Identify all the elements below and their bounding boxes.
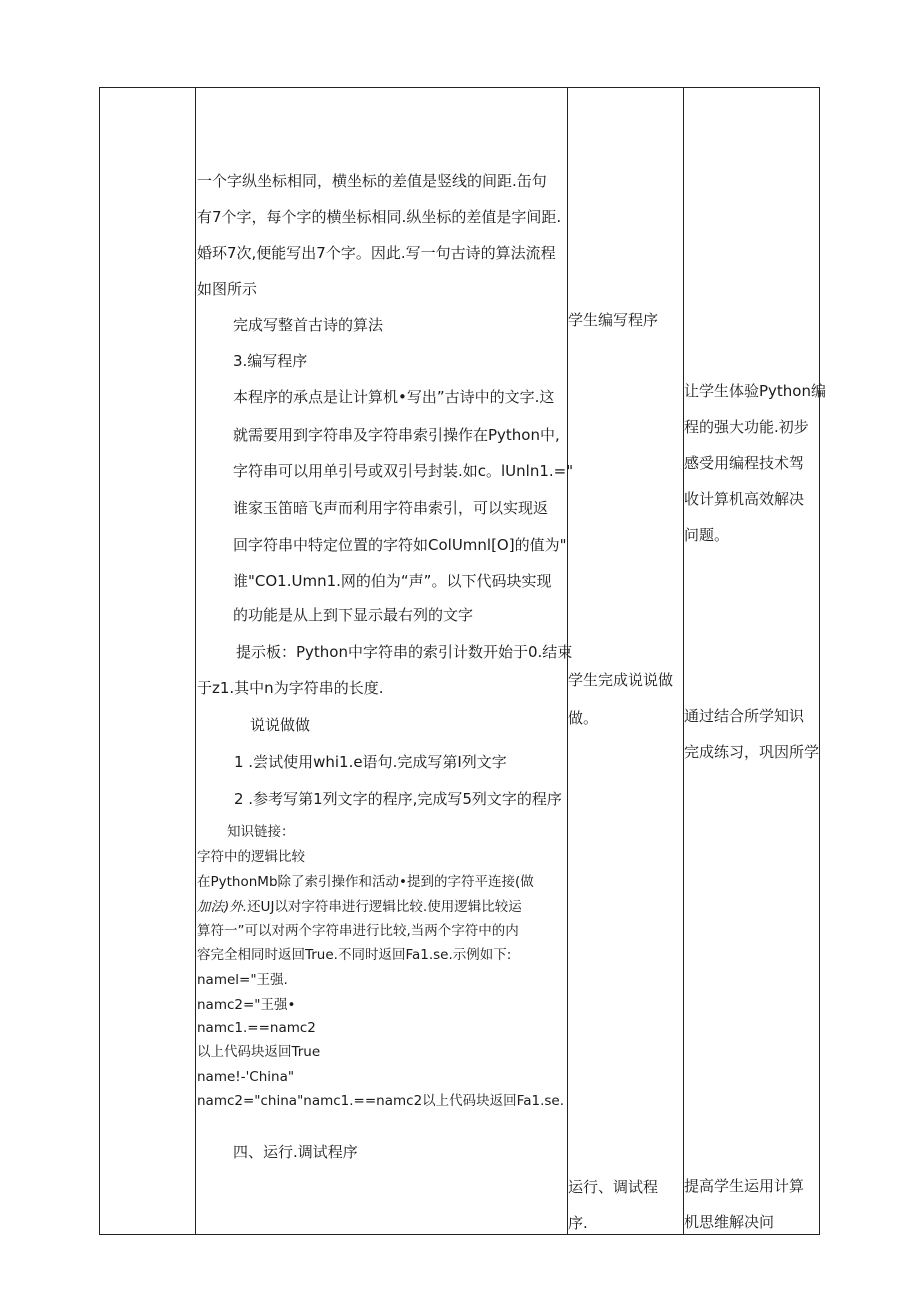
design-intent: 机思维解决问 bbox=[684, 1213, 775, 1231]
design-intent: 通过结合所学知识 bbox=[684, 707, 805, 725]
student-activity: 序. bbox=[568, 1214, 588, 1232]
student-activity: 做。 bbox=[568, 709, 599, 727]
column-divider bbox=[195, 88, 196, 1234]
code-line: name!-'China" bbox=[197, 1069, 295, 1085]
process-paragraph-line: 一个字纵坐标相同，横坐标的差值是竖线的间距.缶句 bbox=[197, 172, 547, 190]
complete-algorithm-text: 完成写整首古诗的算法 bbox=[233, 316, 384, 334]
knowledge-line-rest: 还UJ以对字符串进行逻辑比较.使用逻辑比较运 bbox=[247, 899, 522, 915]
knowledge-subtitle: 字符中的逻辑比较 bbox=[197, 849, 305, 865]
design-intent: 完成练习，巩因所学 bbox=[684, 743, 820, 761]
knowledge-line: 在PythonMb除了索引操作和活动•提到的字符平连接(做 bbox=[197, 874, 534, 890]
design-intent: 收计算机高效解决 bbox=[684, 490, 805, 508]
program-paragraph-line: 谁家玉笛暗飞声而利用字符串索引，可以实现返 bbox=[233, 499, 549, 517]
design-intent: 问题。 bbox=[684, 526, 730, 544]
code-line: namc2="china"namc1.==namc2以上代码块返回Fa1.se. bbox=[197, 1093, 564, 1109]
code-line: namel="王强. bbox=[197, 972, 288, 988]
task-item: 1 .尝试使用whi1.e语句.完成写第I列文字 bbox=[234, 753, 507, 771]
student-activity: 学生编写程序 bbox=[568, 311, 659, 329]
column-divider bbox=[683, 88, 684, 1234]
knowledge-line: 容完全相同时返回True.不同时返回Fa1.se.示例如下: bbox=[197, 947, 512, 963]
italic-fragment: 加法)外. bbox=[197, 899, 248, 915]
program-paragraph-line: 的功能是从上到下显示最右列的文字 bbox=[233, 606, 474, 624]
design-intent: 程的强大功能.初步 bbox=[684, 418, 809, 436]
program-paragraph-line: 就需要用到字符串及字符串索引操作在Python中, bbox=[233, 426, 560, 444]
student-activity: 运行、调试程 bbox=[568, 1178, 659, 1196]
knowledge-line: 算符一”可以对两个字符串进行比较,当两个字符中的内 bbox=[197, 923, 519, 939]
program-paragraph-line: 本程序的承点是让计算机•写出”古诗中的文字.这 bbox=[233, 388, 555, 406]
knowledge-link-title: 知识链接： bbox=[227, 824, 295, 840]
design-intent: 提高学生运用计算 bbox=[684, 1177, 805, 1195]
say-do-heading: 说说做做 bbox=[250, 716, 311, 734]
student-activity: 学生完成说说做 bbox=[568, 671, 674, 689]
program-paragraph-line: 谁"CO1.Umn1.网的伯为“声”。以下代码块实现 bbox=[233, 572, 552, 590]
code-line: namc2="王强• bbox=[197, 997, 296, 1013]
hint-box-line: 于z1.其中n为字符串的长度. bbox=[197, 679, 384, 697]
program-paragraph-line: 字符串可以用单引号或双引号封装.如c。lUnln1.=" bbox=[233, 462, 574, 480]
program-paragraph-line: 回字符串中特定位置的字符如ColUmnl[O]的值为" bbox=[233, 536, 567, 554]
section4-heading: 四、运行.调试程序 bbox=[233, 1143, 358, 1161]
design-intent: 感受用编程技术驾 bbox=[684, 454, 805, 472]
task-item: 2 .参考写第1列文字的程序,完成写5列文字的程序 bbox=[234, 790, 562, 808]
process-paragraph-line: 如图所示 bbox=[197, 280, 258, 298]
process-paragraph-line: 有7个字，每个字的横坐标相同.纵坐标的差值是字间距. bbox=[197, 208, 562, 226]
hint-box-line: 提示板：Python中字符串的索引计数开始于0.结束 bbox=[236, 643, 573, 661]
process-paragraph-line: 婚环7次,便能写出7个字。因此.写一句古诗的算法流程 bbox=[197, 244, 556, 262]
design-intent: 让学生体验Python编 bbox=[684, 382, 826, 400]
step3-heading: 3.编写程序 bbox=[233, 352, 308, 370]
code-line: namc1.==namc2 bbox=[197, 1020, 316, 1036]
knowledge-line: 以上代码块返回True bbox=[197, 1044, 321, 1060]
knowledge-line bbox=[197, 898, 522, 916]
